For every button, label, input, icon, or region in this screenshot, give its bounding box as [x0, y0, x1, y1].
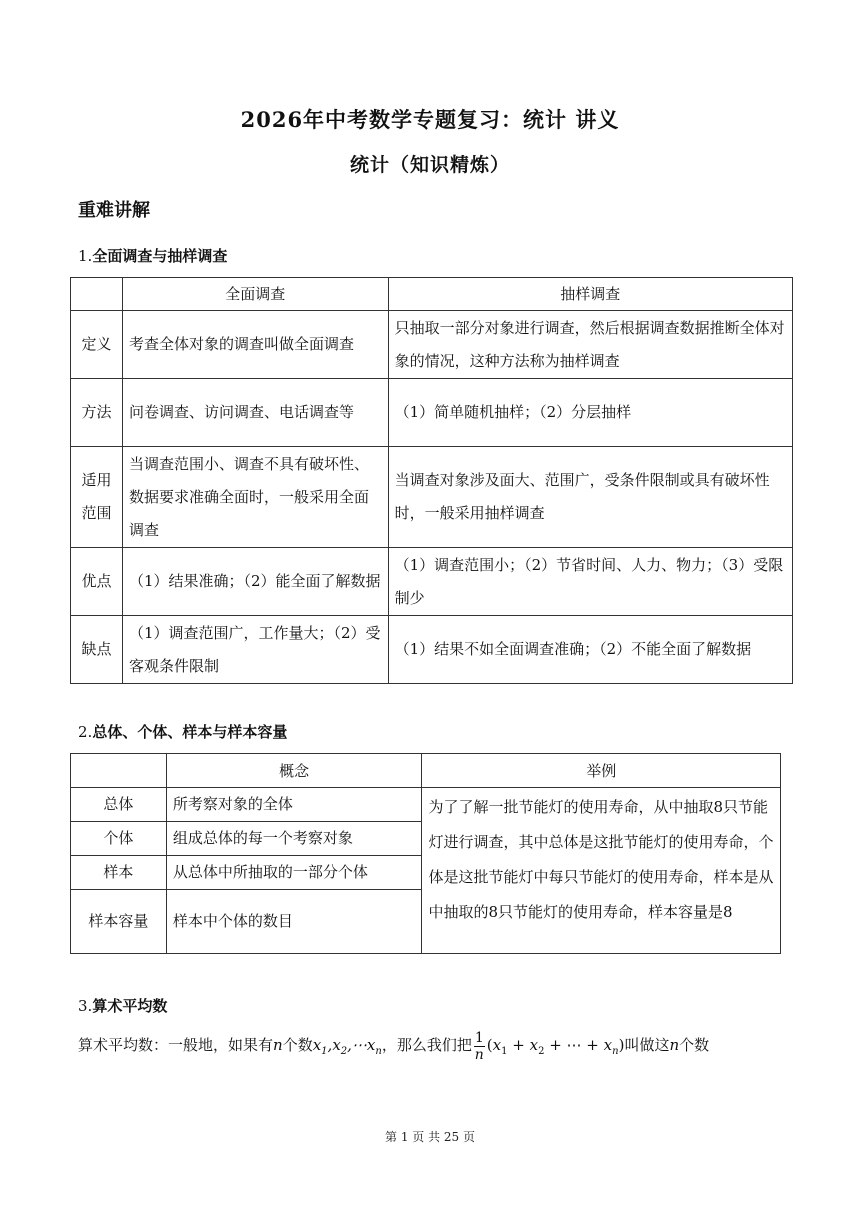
page-footer: 第 1 页 共 25 页 [385, 1130, 475, 1144]
table-row [71, 379, 793, 447]
row-label: 个体 [71, 822, 167, 856]
row-label: 方法 [71, 379, 123, 447]
table-cell: 组成总体的每一个考察对象 [166, 822, 422, 856]
survey-comparison-table [70, 277, 793, 684]
table-header-cell: 全面调查 [122, 278, 388, 311]
text-segment: ，那么我们把 [381, 1036, 472, 1054]
row-label: 适用范围 [71, 447, 123, 548]
fraction-one-over-n [474, 1030, 485, 1063]
row-label: 样本容量 [71, 890, 167, 954]
table-header-cell: 概念 [166, 754, 422, 788]
row-label: 定义 [71, 311, 123, 379]
row-label: 样本 [71, 856, 167, 890]
part3-title: 算术平均数 [92, 997, 168, 1015]
part3-heading [78, 995, 167, 1016]
row-label: 缺点 [71, 616, 123, 684]
table-cell: 当调查范围小、调查不具有破坏性、数据要求准确全面时，一般采用全面调查 [122, 447, 388, 548]
text-segment: 算术平均数：一般地，如果有 [78, 1036, 274, 1054]
part2-title: 总体、个体、样本与样本容量 [92, 723, 288, 741]
section-heading: 重难讲解 [78, 200, 150, 221]
table-row [71, 616, 793, 684]
document-title: 2026年中考数学专题复习：统计 讲义 [240, 107, 620, 132]
mean-definition-paragraph [78, 1028, 798, 1069]
table-cell: 从总体中所抽取的一部分个体 [166, 856, 422, 890]
math-variable-n: n [669, 1036, 680, 1054]
text-segment: 个数 [282, 1036, 313, 1054]
part1-heading [78, 245, 227, 266]
table-cell: （1）调查范围广，工作量大；（2）受客观条件限制 [122, 616, 388, 684]
part2-number: 2. [78, 723, 93, 741]
table-row [71, 788, 781, 822]
table-header-cell [71, 278, 123, 311]
text-segment: 个数 [679, 1036, 710, 1054]
part1-title: 全面调查与抽样调查 [92, 247, 228, 265]
table-cell: 问卷调查、访问调查、电话调查等 [122, 379, 388, 447]
fraction-numerator: 1 [474, 1029, 484, 1046]
part2-heading [78, 721, 287, 742]
math-sequence: $x_1,x_2,\cdots x_n$ [312, 1036, 382, 1057]
table-row [71, 548, 793, 616]
table-cell: （1）简单随机抽样；（2）分层抽样 [388, 379, 792, 447]
example-cell: 为了了解一批节能灯的使用寿命，从中抽取8只节能灯进行调查，其中总体是这批节能灯的使用寿命，个体是这批节能灯中每只节能灯的使用寿命，样本是从中抽取的8只节能灯的使用寿命，样本容量是8 [422, 788, 781, 954]
math-variable-n: n [273, 1036, 283, 1054]
part1-number: 1. [78, 247, 93, 265]
table-cell: （1）调查范围小；（2）节省时间、人力、物力；（3）受限制少 [388, 548, 792, 616]
row-label: 总体 [71, 788, 167, 822]
population-sample-table [70, 753, 781, 954]
row-label: 优点 [71, 548, 123, 616]
table-cell: 当调查对象涉及面大、范围广，受条件限制或具有破坏性时，一般采用抽样调查 [388, 447, 792, 548]
text-segment: 叫做这 [624, 1036, 670, 1054]
table-header-row [71, 754, 781, 788]
part3-number: 3. [78, 997, 93, 1015]
table-cell: （1）结果不如全面调查准确；（2）不能全面了解数据 [388, 616, 792, 684]
document-subtitle: 统计（知识精炼） [349, 154, 510, 176]
table-header-row [71, 278, 793, 311]
table-cell: （1）结果准确；（2）能全面了解数据 [122, 548, 388, 616]
table-cell: 考查全体对象的调查叫做全面调查 [122, 311, 388, 379]
table-cell: 只抽取一部分对象进行调查，然后根据调查数据推断全体对象的情况，这种方法称为抽样调查 [388, 311, 792, 379]
math-sum-expression: ($x_1 + x_2$ + ⋯ + $x_n$) [486, 1036, 625, 1057]
table-cell: 所考察对象的全体 [166, 788, 422, 822]
table-header-cell: 举例 [422, 754, 781, 788]
fraction-denominator: n [474, 1046, 484, 1063]
table-header-cell [71, 754, 167, 788]
table-cell: 样本中个体的数目 [166, 890, 422, 954]
table-row [71, 447, 793, 548]
table-header-cell: 抽样调查 [388, 278, 792, 311]
table-row [71, 311, 793, 379]
